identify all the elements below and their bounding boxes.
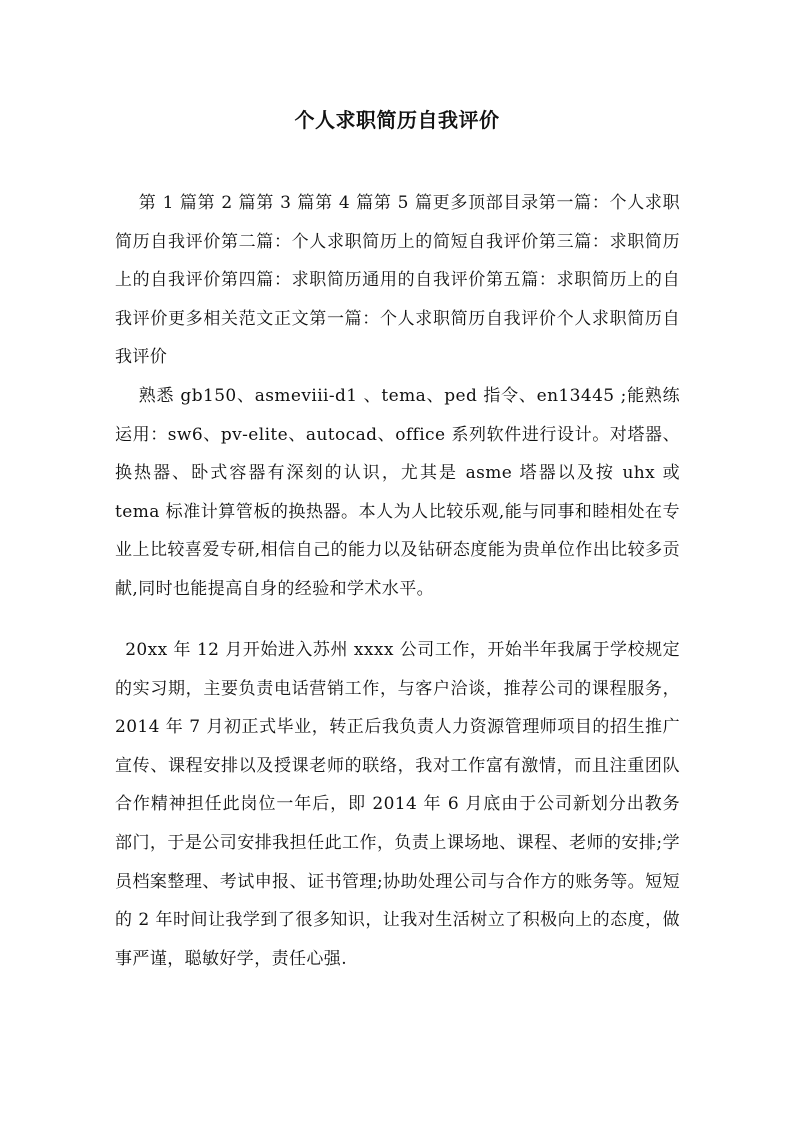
document-title: 个人求职简历自我评价 <box>294 108 500 132</box>
paragraph-table-of-contents: 第 1 篇第 2 篇第 3 篇第 4 篇第 5 篇更多顶部目录第一篇：个人求职简历自我评价第二篇：个人求职简历上的简短自我评价第三篇：求职简历上的自我评价第四篇：求职简历通用的自我评价第五篇：求职简历上的自我评价更多相关范文正文第一篇：个人求职简历自我评价个人求职简历自我评价 <box>115 193 680 368</box>
paragraph-work-experience: 20xx 年 12 月开始进入苏州 xxxx 公司工作，开始半年我属于学校规定的实习期，主要负责电话营销工作，与客户洽谈，推荐公司的课程服务，2014 年 7 月初正式毕业，转正后我负责人力资源管理师项目的招生推广宣传、课程安排以及授课老师的联络，我对工作富有激情，而且注重团队合作精神担任此岗位一年后，即 2014 年 6 月底由于公司新划分出教务部门，于是公司安排我担任此工作，负责上课场地、课程、老师的安排;学员档案整理、考试申报、证书管理;协助处理公司与合作方的账务等。短短的 2 年时间让我学到了很多知识，让我对生活树立了积极向上的态度，做事严谨，聪敏好学，责任心强. <box>115 640 680 969</box>
paragraph-skills: 熟悉 gb150、asmeviii-d1 、tema、ped 指令、en13445 ;能熟练运用：sw6、pv-elite、autocad、office 系列软件进行设计。对塔器、换热器、卧式容器有深刻的认识，尤其是 asme 塔器以及按 uhx 或 tema 标准计算管板的换热器。本人为人比较乐观,能与同事和睦相处在专业上比较喜爱专研,相信自己的能力以及钻研态度能为贵单位作出比较多贡献,同时也能提高自身的经验和学术水平。 <box>115 386 680 599</box>
document-body <box>115 184 680 1016</box>
